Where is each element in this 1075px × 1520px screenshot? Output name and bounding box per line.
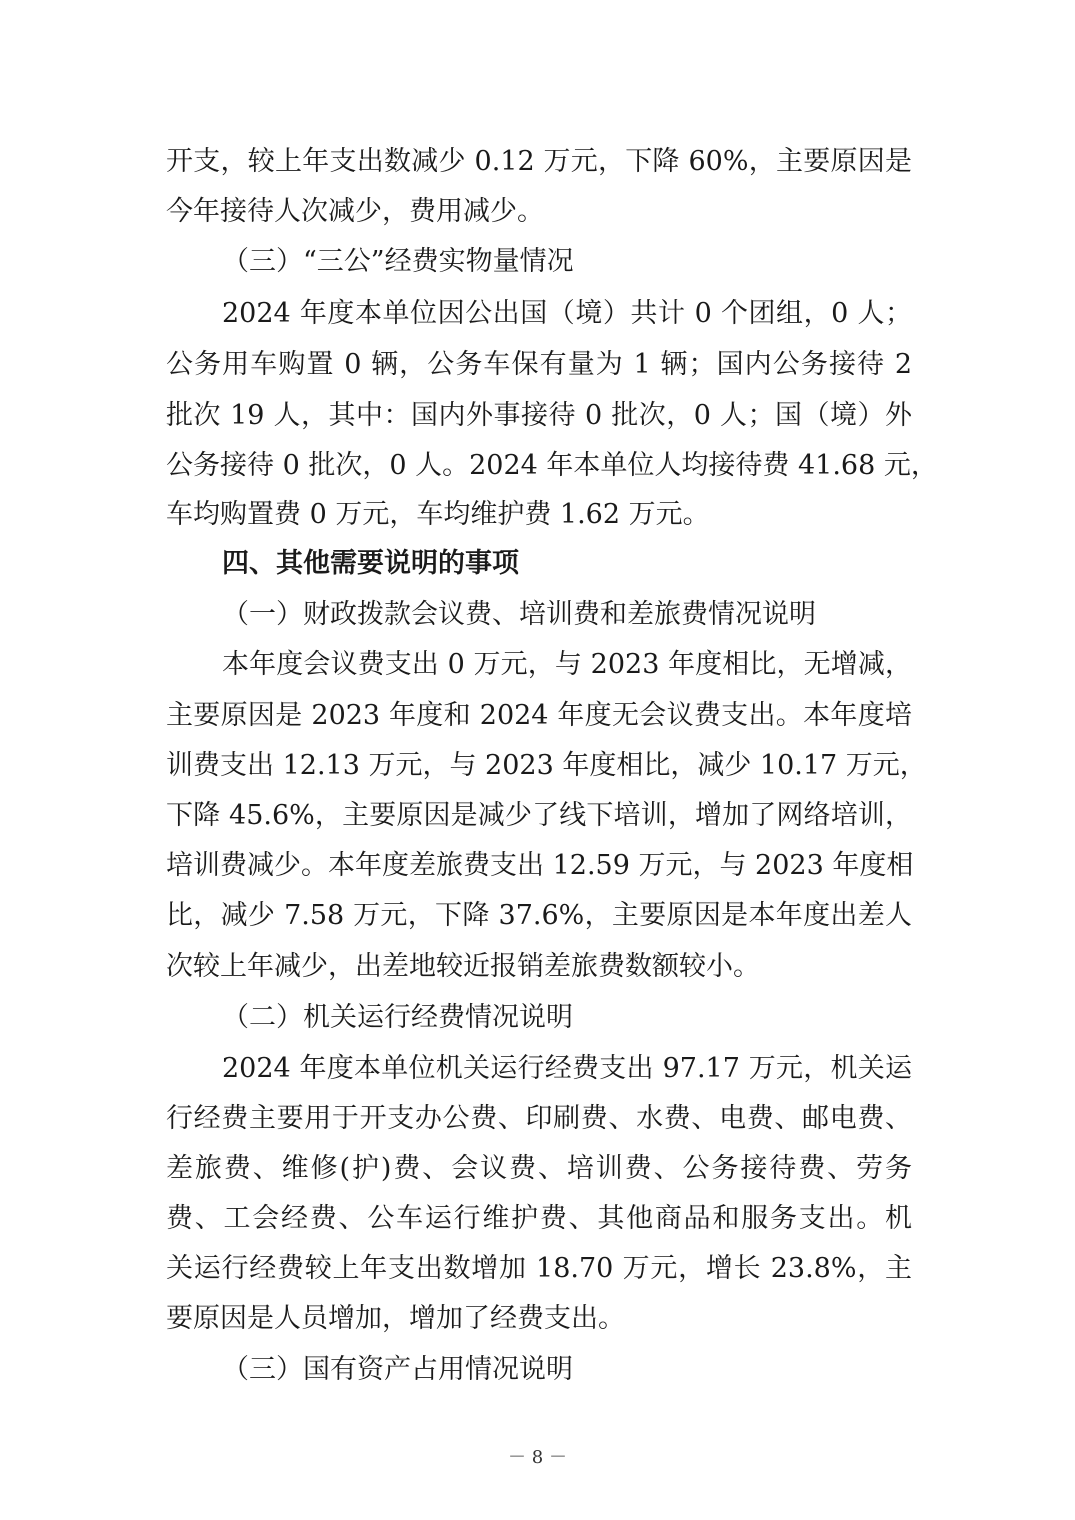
paragraph-line: 培训费减少。本年度差旅费支出 12.59 万元，与 2023 年度相 (166, 850, 914, 881)
paragraph-line: 主要原因是 2023 年度和 2024 年度无会议费支出。本年度培 (166, 700, 912, 731)
subsection-heading: （三）“三公”经费实物量情况 (222, 246, 574, 277)
paragraph-line: 批次 19 人，其中：国内外事接待 0 批次，0 人；国（境）外 (166, 400, 912, 431)
paragraph-line: 要原因是人员增加，增加了经费支出。 (166, 1303, 625, 1334)
paragraph-line: 公务接待 0 批次，0 人。2024 年本单位人均接待费 41.68 元， (166, 450, 938, 481)
paragraph-line: 比，减少 7.58 万元，下降 37.6%，主要原因是本年度出差人 (166, 900, 912, 931)
paragraph-line: 今年接待人次减少，费用减少。 (166, 196, 544, 227)
subsection-heading: （一）财政拨款会议费、培训费和差旅费情况说明 (222, 599, 816, 630)
section-heading: 四、其他需要说明的事项 (222, 548, 519, 579)
paragraph-line: 车均购置费 0 万元，车均维护费 1.62 万元。 (166, 499, 710, 530)
paragraph-line: 开支，较上年支出数减少 0.12 万元，下降 60%，主要原因是 (166, 146, 912, 177)
paragraph-line: 2024 年度本单位因公出国（境）共计 0 个团组，0 人； (222, 298, 912, 329)
paragraph-line: 2024 年度本单位机关运行经费支出 97.17 万元，机关运 (222, 1053, 912, 1084)
paragraph-line: 本年度会议费支出 0 万元，与 2023 年度相比，无增减， (222, 649, 912, 680)
paragraph-line: 行经费主要用于开支办公费、印刷费、水费、电费、邮电费、 (166, 1103, 912, 1134)
paragraph-line: 差旅费、维修(护)费、会议费、培训费、公务接待费、劳务 (166, 1153, 912, 1184)
paragraph-line: 公务用车购置 0 辆，公务车保有量为 1 辆；国内公务接待 2 (166, 349, 912, 380)
subsection-heading: （三）国有资产占用情况说明 (222, 1354, 573, 1385)
page-number: － 8 － (508, 1447, 567, 1468)
subsection-heading: （二）机关运行经费情况说明 (222, 1002, 573, 1033)
paragraph-line: 费、工会经费、公车运行维护费、其他商品和服务支出。机 (166, 1203, 912, 1234)
paragraph-line: 关运行经费较上年支出数增加 18.70 万元，增长 23.8%，主 (166, 1253, 912, 1284)
paragraph-line: 下降 45.6%，主要原因是减少了线下培训，增加了网络培训， (166, 800, 912, 831)
paragraph-line: 训费支出 12.13 万元，与 2023 年度相比，减少 10.17 万元， (166, 750, 927, 781)
paragraph-line: 次较上年减少，出差地较近报销差旅费数额较小。 (166, 951, 760, 982)
